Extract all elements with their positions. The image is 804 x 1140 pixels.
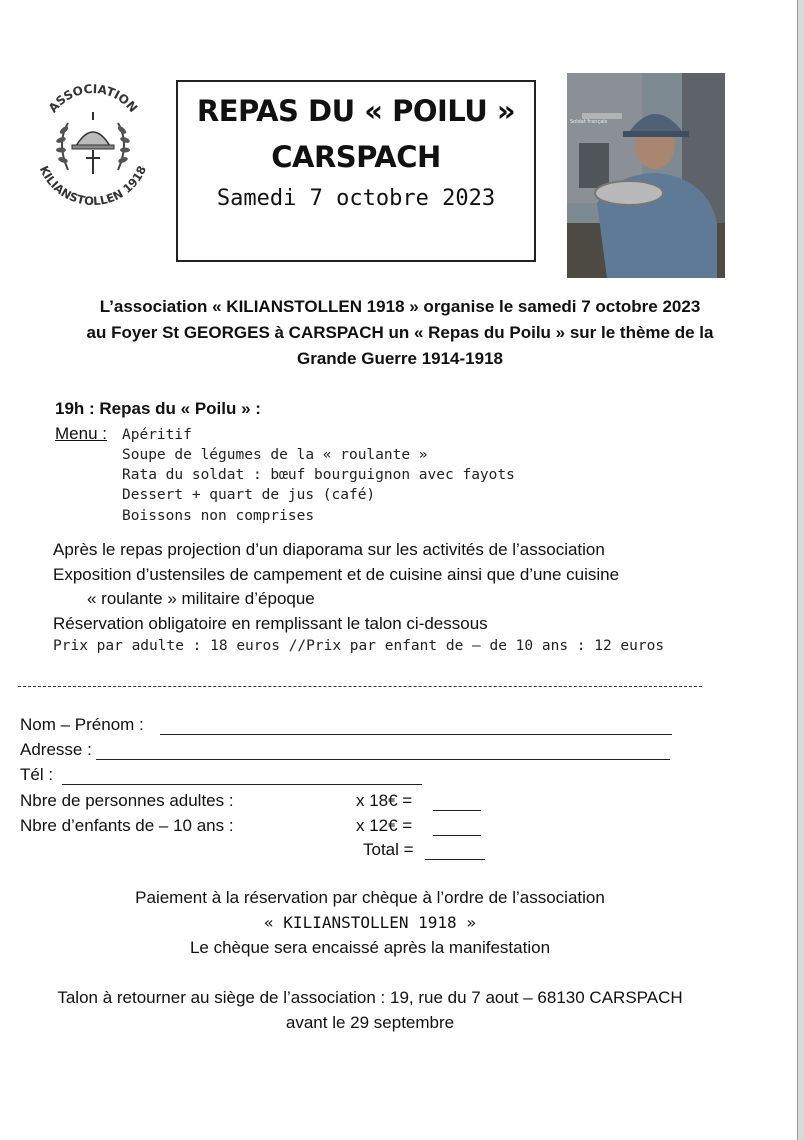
- intro-paragraph: [40, 294, 760, 372]
- photo-caption: Soldat français: [570, 119, 608, 125]
- title-box: [176, 80, 536, 262]
- title-line1: REPAS DU « POILU »: [196, 94, 516, 128]
- children-label: Nbre d’enfants de – 10 ans :: [20, 816, 234, 835]
- menu-item: Dessert + quart de jus (café): [122, 487, 376, 503]
- details-line3: « roulante » militaire d’époque: [87, 589, 315, 608]
- adults-label: Nbre de personnes adultes :: [20, 791, 234, 810]
- payment-line1: Paiement à la réservation par chèque à l’ordre de l’association: [135, 888, 605, 907]
- intro-line3: Grande Guerre 1914-1918: [296, 349, 503, 368]
- payment-line3: Le chèque sera encaissé après la manifestation: [189, 938, 551, 957]
- intro-line1: L’association « KILIANSTOLLEN 1918 » organise le samedi 7 octobre 2023: [99, 297, 701, 316]
- menu-heading: 19h : Repas du « Poilu » :: [55, 399, 261, 418]
- name-field[interactable]: [160, 716, 672, 735]
- details-line1: Après le repas projection d’un diaporama sur les activités de l’association: [53, 540, 605, 559]
- address-field[interactable]: [96, 741, 670, 760]
- title-line2: CARSPACH: [271, 140, 441, 174]
- svg-text:ASSOCIATION: [46, 82, 141, 115]
- association-logo: [28, 78, 158, 208]
- intro-line2: au Foyer St GEORGES à CARSPACH un « Repas du Poilu » sur le thème de la: [86, 323, 714, 342]
- details-line4: Réservation obligatoire en remplissant le talon ci-dessous: [53, 614, 488, 633]
- name-label: Nom – Prénom :: [20, 715, 144, 734]
- payment-line2: « KILIANSTOLLEN 1918 »: [264, 913, 476, 932]
- phone-label: Tél :: [20, 765, 54, 784]
- children-amount-field[interactable]: [433, 817, 481, 836]
- adults-price: x 18€ =: [356, 791, 413, 810]
- menu-label: Menu :: [55, 424, 107, 443]
- return-line2: avant le 29 septembre: [285, 1013, 455, 1032]
- menu-item: Soupe de légumes de la « roulante »: [122, 447, 428, 463]
- adults-amount-field[interactable]: [433, 792, 481, 811]
- prices: Prix par adulte : 18 euros //Prix par enfant de – de 10 ans : 12 euros: [53, 638, 665, 654]
- total-field[interactable]: [425, 841, 485, 860]
- event-date: Samedi 7 octobre 2023: [216, 186, 496, 211]
- details-line2: Exposition d’ustensiles de campement et de cuisine ainsi que d’une cuisine: [53, 565, 620, 584]
- logo-text-top: ASSOCIATION: [45, 81, 141, 116]
- soldier-photo: [567, 73, 725, 278]
- total-label: Total =: [363, 840, 414, 859]
- address-label: Adresse :: [20, 740, 92, 759]
- menu-item: Apéritif: [122, 427, 192, 443]
- menu-item: Boissons non comprises: [122, 508, 315, 524]
- cut-line: [18, 686, 702, 687]
- menu-item: Rata du soldat : bœuf bourguignon avec fayots: [122, 467, 515, 483]
- phone-field[interactable]: [62, 766, 422, 785]
- page-edge-line: [797, 0, 798, 1140]
- page-edge: [798, 0, 804, 1140]
- logo-text-bottom: KILIANSTOLLEN 1918: [36, 163, 150, 208]
- return-line1: Talon à retourner au siège de l’association : 19, rue du 7 aout – 68130 CARSPACH: [57, 988, 683, 1007]
- children-price: x 12€ =: [356, 816, 413, 835]
